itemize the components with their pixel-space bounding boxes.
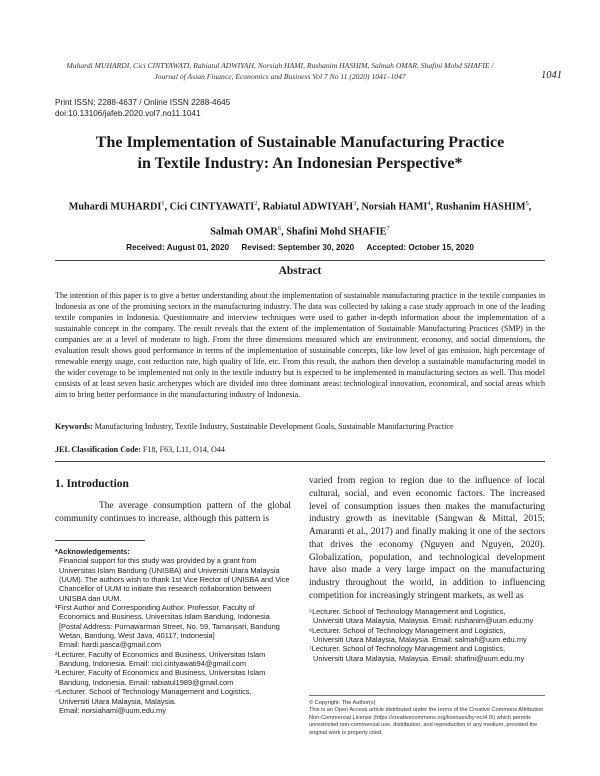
divider-top (55, 260, 545, 261)
keywords-label: Keywords: (55, 422, 93, 431)
abstract-text: The intention of this paper is to give a better understanding about the implementation of sustainable manufacturing practice in the textile companies in Indonesia as one of the promising sectors in the manufacturing industry. The data was collected by taking a case study approach in one of the leading textile companies in Indonesia. Questionnaire and interview techniques were used to gather in-depth information about the implementation of a sustainable concept in the company. The result reveals that the extent of the implementation of Sustainable Manufacturing Practices (SMP) in the companies are at a level of moderate to high. From the three dimensions measured which are environment, economy, and social dimensions, the evaluation result shows good performance in terms of the implementation of sustainable concepts, like low level of gas emission, high percentage of renewable energy usage, cost reduction rate, high quality of life, etc. From this result, the authors then develop a sustainable manufacturing model in the wider coverage to be implemented not only in the textile industry but is expected to be implemented in manufacturing sectors as well. This model consists of at least seven basic archetypes which are divided into three dominant areas: technological innovation, economical, and social areas which aim to bring better performance in the manufacturing industry of Indonesia. (55, 291, 545, 399)
footnote-head: ³Lecturer, Faculty of Economics and Business, Universitas Islam (55, 668, 266, 678)
author-name: Shafini Mohd SHAFIE (286, 226, 387, 238)
author-sup: 4 (427, 200, 431, 207)
author-line-1: Muhardi MUHARDI$^1$, Cici CINTYAWATI$^2$, Rabiatul ADWIYAH$^3$, Norsiah HAMI$^4$, Rushanim HASHIM$^5$, (68, 200, 532, 213)
section-heading: 1. Introduction (55, 478, 129, 490)
title-line-1: The Implementation of Sustainable Manufacturing Practice (95, 134, 505, 151)
received-date: Received: August 01, 2020 (126, 243, 230, 252)
author-name: Muhardi MUHARDI (68, 201, 162, 213)
footnotes-right (309, 607, 545, 663)
footnote-head: ¹First Author and Corresponding Author. Professor. Faculty of (55, 603, 255, 613)
jel-label: JEL Classification Code: (55, 445, 141, 454)
copyright-notice (309, 700, 545, 737)
footnotes-left (55, 547, 293, 715)
abstract-heading: Abstract (278, 265, 322, 277)
running-header (40, 60, 520, 82)
footnote-head: ²Lecturer, Faculty of Economics and Business, Universitas Islam (55, 649, 266, 659)
footnote-head: *Acknowledgements: (55, 547, 130, 556)
footnote-head: ⁶Lecturer. School of Technology Management and Logistics, (309, 625, 506, 635)
footnote-body: Bandung, Indonesia. Email: rabiatul1989@gmail.com (59, 677, 234, 687)
title-line-2: in Textile Industry: An Indonesian Perspective* (137, 155, 463, 172)
running-header-journal: Journal of Asian Finance, Economics and Business Vol 7 No 11 (2020) 1041–1047 (154, 72, 406, 81)
keywords-text: Manufacturing Industry, Textile Industry, Sustainable Development Goals, Sustainable Manufacturing Practice (94, 422, 454, 431)
footnote-head: ⁷Lecturer. School of Technology Management and Logistics, (309, 644, 506, 654)
issn-line: Print ISSN: 2288-4637 / Online ISSN 2288-4645 (55, 98, 231, 107)
footnote-email: Email: hardi.pasca@gmail.com (59, 640, 161, 650)
author-sup: 3 (353, 200, 357, 207)
author-sup: 2 (254, 200, 258, 207)
keywords (55, 421, 545, 432)
running-header-authors: Muhardi MUHARDI, Cici CINTYAWATI, Rabiatul ADWIYAH, Norsiah HAMI, Rushanim HASHIM, Salmah OMAR, Shafini Mohd SHAFIE / (66, 61, 494, 70)
intro-paragraph-right: varied from region to region due to the influence of local cultural, social, and even economic factors. The increased level of consumption issues then makes the manufacturing industry growth as inevitable (Sangwan & Mittal, 2015; Amaranti et al., 2017) and finally making it one of the sectors that drives the economy (Nguyen and Nguyen, 2020). Globalization, population, and technological development have also made a very large impact on the manufacturing industry throughout the world, in addition to influencing competition for increasingly stringent markets, as well as (309, 476, 545, 601)
footnote-body: Bandung, Indonesia. Email: cici.cintyawati94@gmail.com (59, 659, 247, 669)
license-text: This is an Open Access article distributed under the terms of the Creative Commons Attribution Non-Commercial License (https://creativecommons.org/licenses/by-nc/4.0/) which permits unrestricted non-commercial use, distribution, and reproduction in any medium, provided the original work is properly cited. (309, 707, 544, 736)
accepted-date: Accepted: October 15, 2020 (366, 243, 474, 252)
author-sup: 5 (525, 200, 529, 207)
submission-dates (40, 243, 560, 252)
jel-codes (55, 444, 545, 455)
author-sup: 1 (161, 200, 165, 207)
footnote-body: Universiti Utara Malaysia, Malaysia. Email: salmah@uum.edu.my (313, 635, 527, 645)
footnote-body: Universiti Utara Malaysia, Malaysia. Email: rushanim@uum.edu.my (313, 616, 534, 626)
intro-paragraph-left: The average consumption pattern of the global community continues to increase, although this pattern is (55, 501, 291, 524)
divider-bottom (55, 461, 545, 462)
footnote-rule (55, 540, 145, 541)
author-sup: 6 (277, 225, 282, 233)
footnote-acknowledgements (55, 547, 293, 556)
issn-block (55, 98, 230, 119)
doi-line: doi:10.13106/jafeb.2020.vol7.no11.1041 (55, 108, 201, 118)
copyright-rule (309, 695, 545, 696)
author-sup: 7 (386, 225, 390, 233)
paper-title (40, 132, 560, 174)
author-name: Rabiatul ADWIYAH (262, 201, 354, 213)
footnote-body: Financial support for this study was provided by a grant from Universitas Islam Bandung (UNISBA) and Universiti Utara Malaysia (UUM). The authors wish to thank 1st Vice Rector of UNISBA and Vice Chancellor of UUM to initiate this research collaboration between UNISBA dan UUM. (59, 556, 290, 603)
author-line-2: Salmah OMAR$^6$, Shafini Mohd SHAFIE$^7$ (210, 225, 390, 238)
footnote-body: Economics and Business, Universitas Islam Bandung, Indonesia [Postal Address: Purnawarman Street, No. 59, Tamansari, Bandung Wetan, Bandung, West Java, 40117, Indonesia] (59, 612, 280, 641)
footnote-email: Email: norsiahami@uum.edu.my (59, 705, 166, 715)
author-name: Cici CINTYAWATI (169, 201, 255, 213)
copyright-line: © Copyright: The Author(s) (309, 700, 376, 706)
footnote-head: ⁵Lecturer. School of Technology Management and Logistics, (309, 607, 506, 616)
author-name: Rushanim HASHIM (435, 201, 526, 213)
author-name: Norsiah HAMI (361, 201, 428, 213)
jel-text: F18, F63, L11, O14, O44 (142, 445, 225, 454)
page-number: 1041 (541, 70, 562, 81)
footnote-body: Universiti Utara Malaysia, Malaysia. (59, 696, 177, 706)
footnote-body: Universiti Utara Malaysia, Malaysia. Email: shafini@uum.edu.my (313, 653, 525, 663)
revised-date: Revised: September 30, 2020 (241, 243, 355, 252)
footnote-head: ⁴Lecturer. School of Technology Management and Logistics, (55, 687, 252, 697)
author-name: Salmah OMAR (210, 226, 278, 238)
author-list (50, 193, 550, 244)
